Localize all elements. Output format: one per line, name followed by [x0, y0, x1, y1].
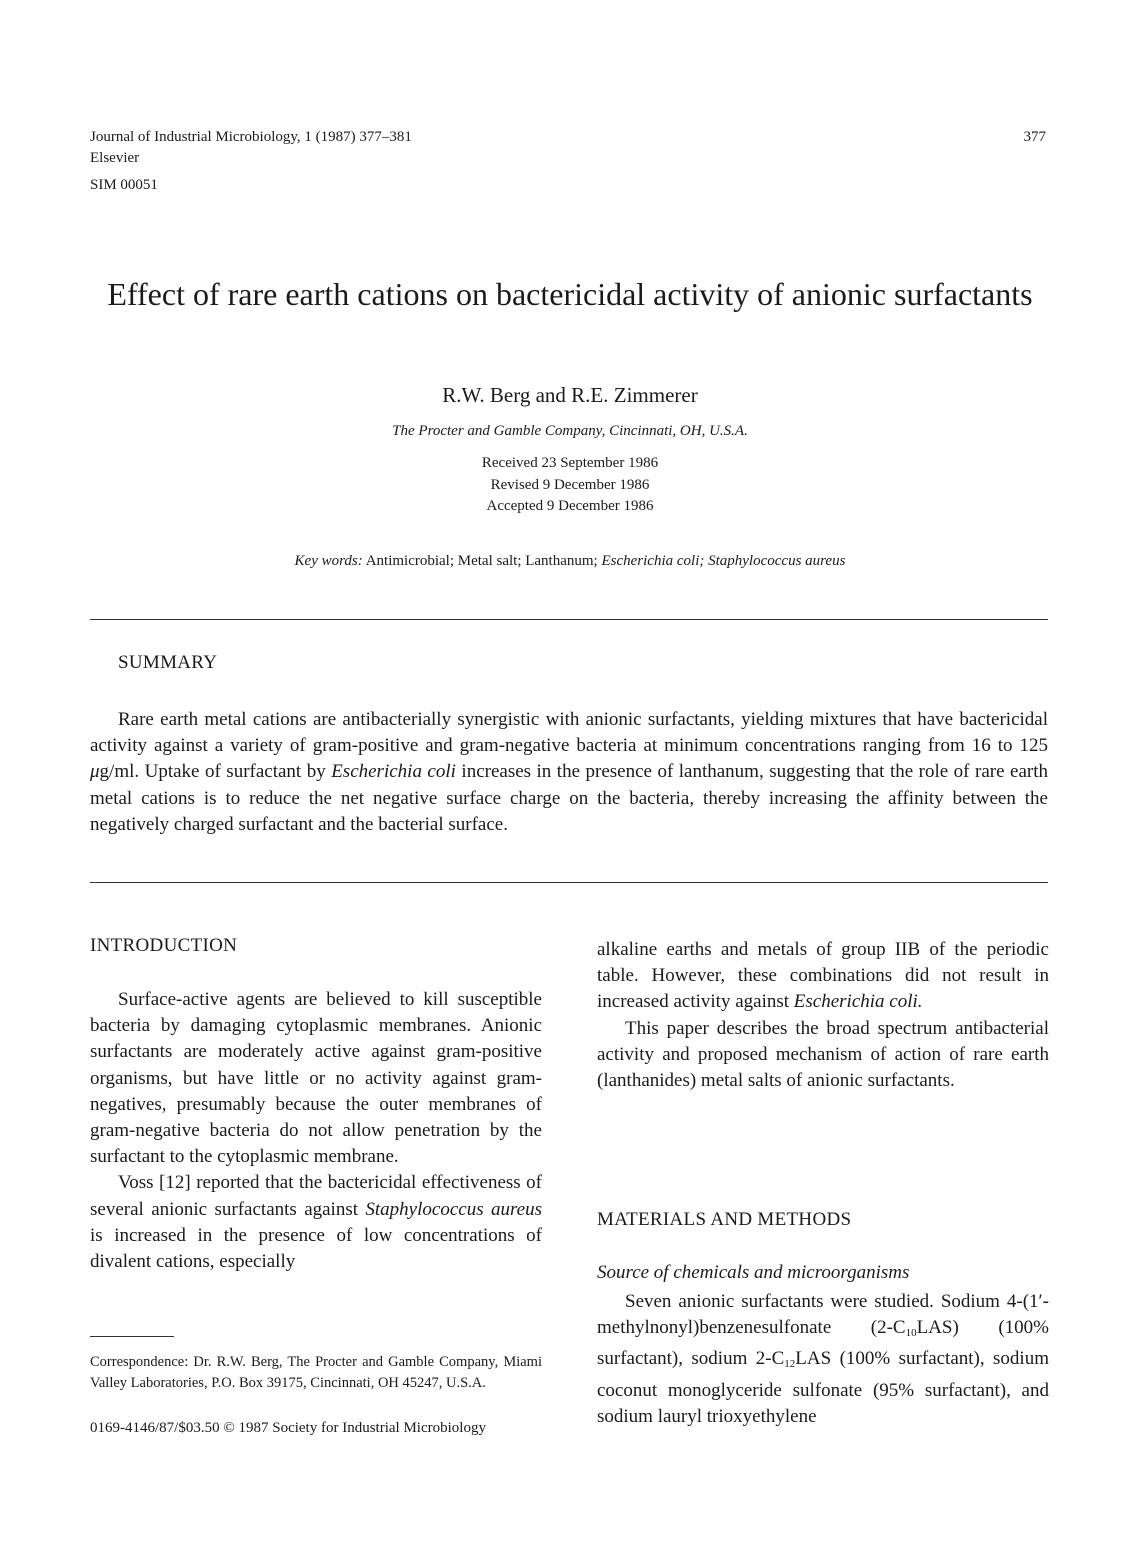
authors: R.W. Berg and R.E. Zimmerer	[442, 383, 698, 407]
keywords-plain: Antimicrobial; Metal salt; Lanthanum;	[365, 553, 598, 569]
right-column-top	[597, 937, 1049, 1094]
divider-bottom	[90, 882, 1048, 883]
summary-text	[90, 707, 1048, 838]
methods-b: LAS) (100% surfactant), sodium 2-C	[597, 1317, 1049, 1370]
intro-paragraph-2	[90, 1170, 542, 1275]
summary-text-a: Rare earth metal cations are antibacterially synergistic with anionic surfactants, yielding mixtures that have bactericidal activity against a variety of gram-positive and gram-negative bacteria at minimum concentrations ranging from 16 to 125	[90, 709, 1048, 757]
methods-paragraph	[597, 1289, 1049, 1430]
intro-paragraph-1: Surface-active agents are believed to kill susceptible bacteria by damaging cytoplasmic membranes. Anionic surfactants are moderately active against gram-positive organisms, but have little or no activity against gram-negatives, presumably because the outer membranes of gram-negative bacteria do not allow penetration by the surfactant to the cytoplasmic membrane.	[90, 989, 542, 1168]
keywords-italic: Escherichia coli; Staphylococcus aureus	[601, 553, 846, 569]
intro-p2-b: is increased in the presence of low concentrations of divalent cations, especially	[90, 1224, 542, 1273]
introduction-heading: INTRODUCTION	[90, 935, 238, 956]
summary-text-c: increases in the presence of lanthanum, suggesting that the role of rare earth metal cations is to reduce the net negative surface charge on the bacteria, thereby increasing the affinity between the negatively charged surfactant and the bacterial surface.	[90, 761, 1048, 835]
page-number: 377	[1023, 129, 1046, 145]
methods-heading: MATERIALS AND METHODS	[597, 1209, 852, 1230]
intro-p2-italic: Staphylococcus aureus	[365, 1198, 542, 1220]
keywords	[90, 553, 1050, 570]
sub-10: 10	[905, 1327, 917, 1340]
right-paragraph-2: This paper describes the broad spectrum antibacterial activity and proposed mechanism of action of rare earth (lanthanides) metal salts of anionic surfactants.	[597, 1017, 1049, 1092]
methods-subheading: Source of chemicals and microorganisms	[597, 1262, 910, 1283]
journal-header	[90, 127, 412, 196]
summary-heading: SUMMARY	[118, 652, 218, 673]
methods-a: Seven anionic surfactants were studied. Sodium 4-(1′-methylnonyl)benzenesulfonate (2-C	[597, 1291, 1049, 1339]
summary-ecoli: Escherichia coli	[331, 761, 456, 783]
revised-date: Revised 9 December 1986	[490, 476, 650, 493]
cont-a: alkaline earths and metals of group IIB of the periodic table. However, these combinations did not result in increased activity against	[597, 939, 1049, 1013]
continued-paragraph	[597, 937, 1049, 1016]
publisher: Elsevier	[90, 150, 140, 166]
methods-text	[597, 1289, 1049, 1430]
journal-citation: Journal of Industrial Microbiology, 1 (1987) 377–381	[90, 129, 412, 145]
footnote-rule	[90, 1336, 174, 1337]
paper-title: Effect of rare earth cations on bactericidal activity of anionic surfactants	[107, 276, 1033, 312]
received-date: Received 23 September 1986	[481, 455, 659, 471]
summary-text-b: g/ml. Uptake of surfactant by	[99, 761, 332, 783]
mu-symbol: μ	[90, 761, 100, 783]
correspondence-footnote: Correspondence: Dr. R.W. Berg, The Procter and Gamble Company, Miami Valley Laboratories, P.O. Box 39175, Cincinnati, OH 45247, U.S.A.	[90, 1354, 542, 1391]
dates-block	[90, 453, 1050, 518]
divider-top	[90, 619, 1048, 620]
accepted-date: Accepted 9 December 1986	[486, 498, 654, 514]
sim-id: SIM 00051	[90, 177, 158, 193]
sub-12: 12	[784, 1358, 796, 1371]
left-column	[90, 987, 542, 1275]
copyright-line: 0169-4146/87/$03.50 © 1987 Society for Industrial Microbiology	[90, 1420, 486, 1436]
keywords-label: Key words:	[294, 553, 363, 569]
cont-italic: Escherichia coli.	[793, 991, 923, 1013]
methods-c: LAS (100% surfactant), sodium coconut monoglyceride sulfonate (95% surfactant), and sodium lauryl trioxyethylene	[597, 1348, 1049, 1427]
affiliation: The Procter and Gamble Company, Cincinnati, OH, U.S.A.	[392, 423, 748, 439]
intro-p2-a: Voss [12] reported that the bactericidal effectiveness of several anionic surfactants against	[90, 1172, 542, 1220]
